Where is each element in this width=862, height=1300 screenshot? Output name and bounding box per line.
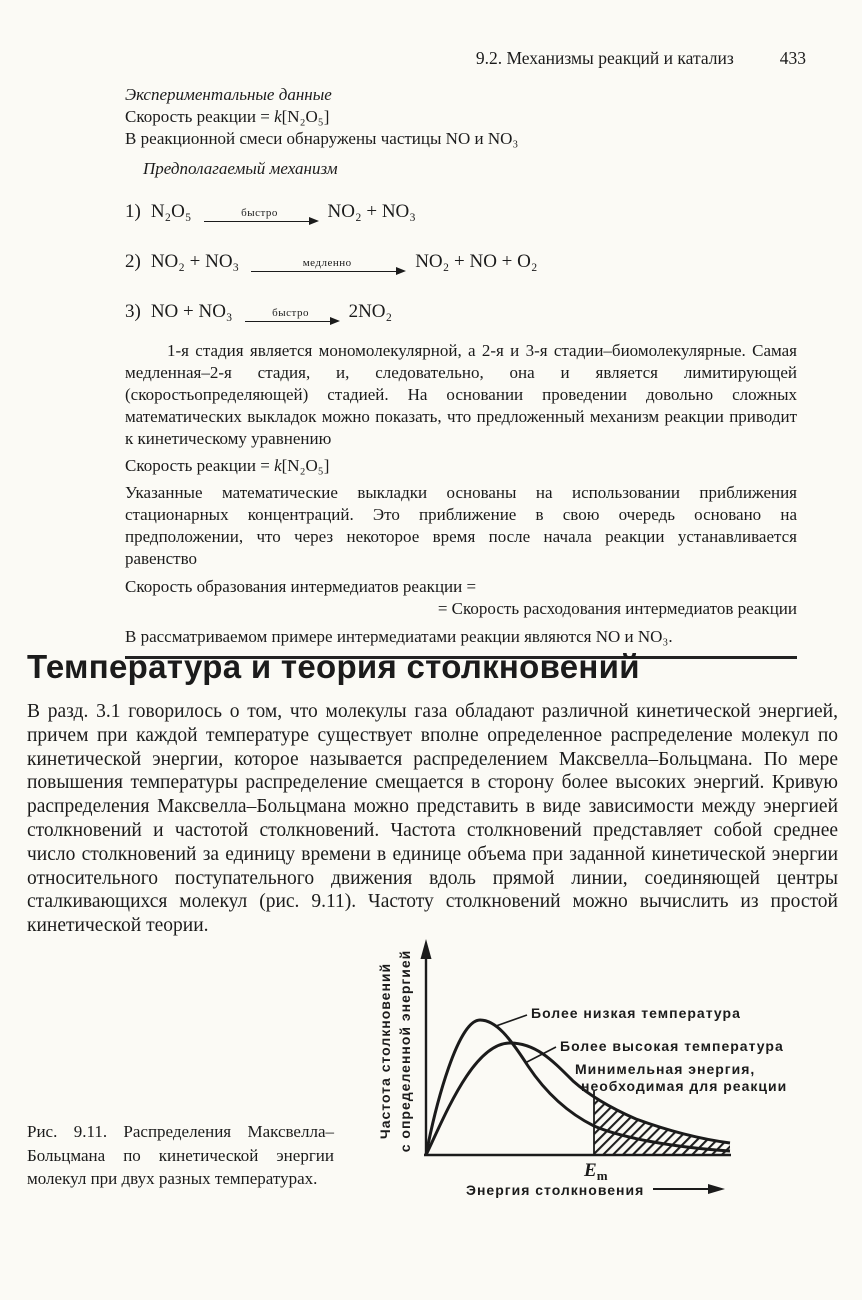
arrow-shaft-icon <box>245 321 337 322</box>
rate-equation-bracket: [N₂O₅] <box>281 456 330 475</box>
section-heading: Температура и теория столкновений <box>27 648 640 685</box>
reaction-reactants: N₂O₅ <box>150 201 192 222</box>
rate-equation-repeat <box>125 455 797 477</box>
reaction-arrow <box>245 307 337 322</box>
reaction-reactants: NO₂ + NO₃ <box>150 251 240 272</box>
rate-equation-bracket: [N₂O₅] <box>281 107 330 126</box>
figure-caption: Рис. 9.11. Распределения Максвелла–Больцмана по кинетической энергии молекул при двух разных температурах. <box>27 1122 334 1188</box>
example-block <box>125 84 797 659</box>
reaction-number: 3) <box>125 301 141 322</box>
y-axis-label-line2: с определенной энергией <box>397 949 413 1153</box>
y-axis-label-line1: Частота столкновений <box>377 962 393 1140</box>
x-axis-arrowhead-icon <box>708 1184 725 1194</box>
arrow-shaft-icon <box>251 271 403 272</box>
em-label-base: E <box>584 1160 597 1181</box>
closing-line: В рассматриваемом примере интермедиатами реакции являются NO и NO₃. <box>125 627 673 646</box>
reaction-condition-label: медленно <box>302 256 352 269</box>
reaction-number: 1) <box>125 201 141 222</box>
experimental-data-title: Экспериментальные данные <box>125 85 332 104</box>
balance-equation-right: = Скорость расходования интермедиатов реакции <box>437 599 797 618</box>
discussion-paragraph-1: 1-я стадия является мономолекулярной, а 2-я и 3-я стадии–биомолекулярные. Самая медленная–2-я стадия, и, следовательно, она и является лимитирующей (скоростьопределяющей) стадией. На основании проведении довольно сложных математических выкладок можно показать, что предложенный механизм реакции приводит к кинетическому уравнению <box>125 341 797 448</box>
reaction-products: NO₂ + NO₃ <box>327 201 416 222</box>
label-min-energy-line1: Минимельная энергия, <box>575 1061 756 1077</box>
reaction-step-3 <box>125 294 797 330</box>
label-min-energy-line2: необходимая для реакции <box>581 1078 788 1094</box>
em-label <box>583 1160 608 1183</box>
em-label-subscript: m <box>596 1168 608 1183</box>
discussion-paragraph-2: Указанные математические выкладки основаны на использовании приближения стационарных концентраций. Это приближение в свою очередь основано на предположении, что через некоторое время после начала реакции устанавливается равенство <box>125 483 797 568</box>
reaction-products: 2NO₂ <box>348 301 393 322</box>
rate-equation-prefix: Скорость реакции = <box>125 456 275 475</box>
reaction-products: NO₂ + NO + O₂ <box>415 251 538 272</box>
reaction-step-2 <box>125 244 797 280</box>
rate-equation-prefix: Скорость реакции = <box>125 107 275 126</box>
y-axis-arrowhead-icon <box>421 939 432 959</box>
page-number: 433 <box>779 48 806 68</box>
leader-low-temperature <box>496 1015 527 1026</box>
mechanism-title: Предполагаемый механизм <box>143 159 338 178</box>
reaction-condition-label: быстро <box>241 206 278 219</box>
reaction-arrow <box>204 207 316 222</box>
page-header <box>0 48 806 69</box>
label-high-temperature: Более высокая температура <box>560 1038 784 1054</box>
reaction-step-1 <box>125 194 797 230</box>
rate-constant-k: k <box>274 456 282 475</box>
section-body-paragraph: В разд. 3.1 говорилось о том, что молекулы газа обладают различной кинетической энергией, причем при каждой температуре существует вполне определенное распределение молекул по кинетической энергии, которое называется распределением Максвелла–Больцмана. По мере повышения температуры распределение смещается в сторону более высоких энергий. Кривую распределения Максвелла–Больцмана можно представить в виде зависимости между энергией столкновений и частотой столкновений. Частота столкновений представляет собой среднее число столкновений за единицу времени в единице объема при заданной кинетической энергии относительного поступательного движения вдоль прямой линии, соединяющей центры сталкивающихся молекул (рис. 9.11). Частоту столкновений можно вычислить из простой кинетической теории. <box>27 701 838 937</box>
label-low-temperature: Более низкая температура <box>531 1005 741 1021</box>
rate-equation <box>125 106 797 128</box>
arrow-shaft-icon <box>204 221 316 222</box>
rate-constant-k: k <box>274 107 282 126</box>
reaction-arrow <box>251 257 403 272</box>
reaction-reactants: NO + NO₃ <box>150 301 233 322</box>
section-header-title: 9.2. Механизмы реакций и катализ <box>475 48 734 68</box>
reaction-number: 2) <box>125 251 141 272</box>
species-line: В реакционной смеси обнаружены частицы NO и NO₃ <box>125 129 519 148</box>
x-axis-label: Энергия столкновения <box>466 1182 645 1198</box>
reaction-condition-label: быстро <box>272 306 309 319</box>
figure-9-11-chart <box>368 933 838 1213</box>
balance-equation-left: Скорость образования интермедиатов реакции = <box>125 577 477 596</box>
